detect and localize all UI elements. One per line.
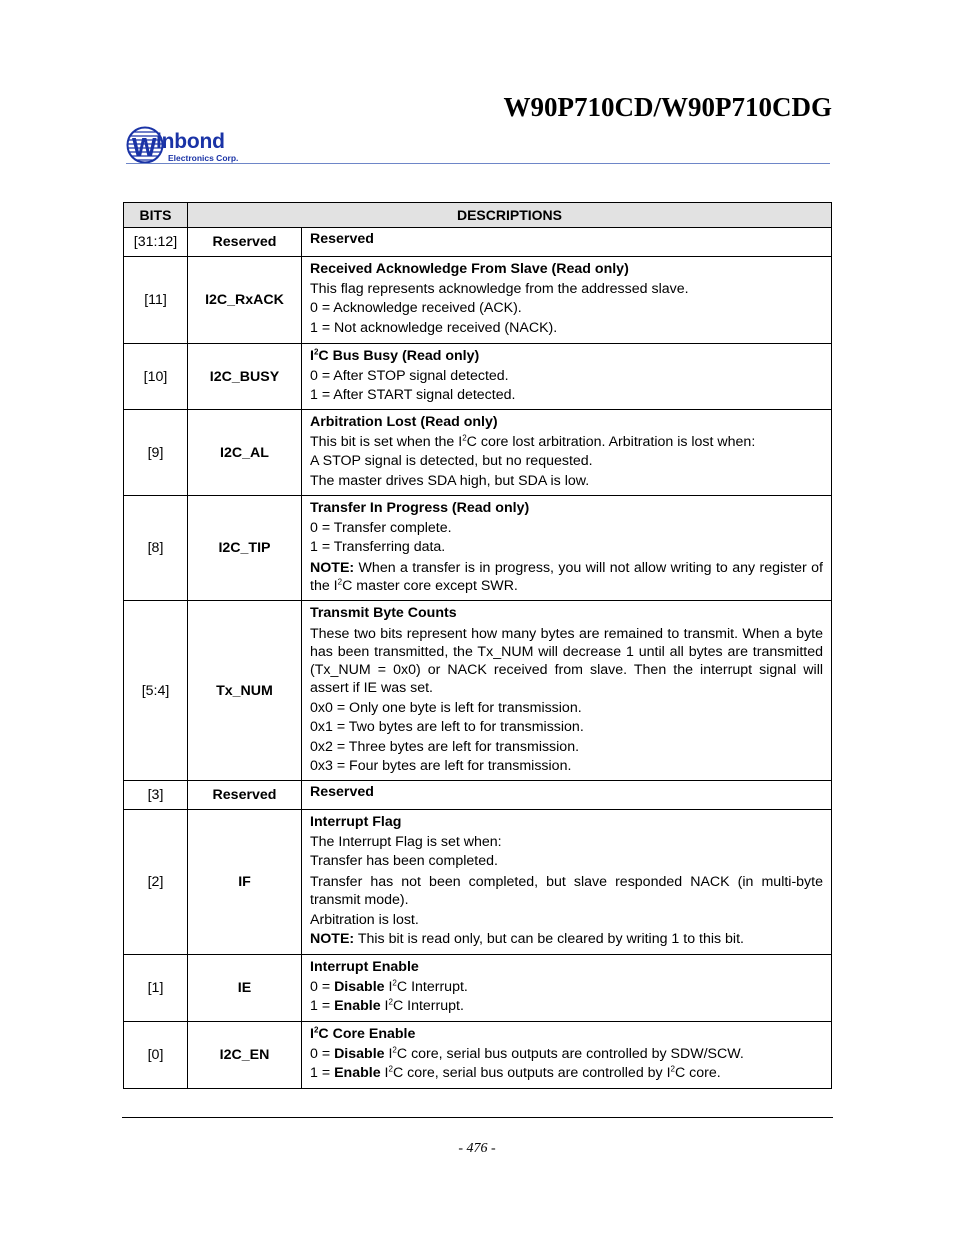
description-line: Transfer has been completed.	[310, 853, 498, 870]
table-row	[124, 1022, 832, 1089]
note-text: C master core except SWR.	[342, 577, 518, 594]
description-title: Interrupt Flag	[310, 814, 402, 830]
note-line	[310, 930, 823, 950]
field-name-cell: I2C_TIP	[188, 496, 302, 601]
line-text: 0 =	[310, 978, 335, 995]
field-name-cell: IE	[188, 955, 302, 1022]
line-text: C Interrupt.	[392, 998, 464, 1015]
superscript: 2	[388, 1064, 393, 1074]
field-name-cell: Tx_NUM	[188, 601, 302, 781]
superscript: 2	[670, 1064, 675, 1074]
superscript: 2	[388, 997, 393, 1007]
table-row	[124, 496, 832, 601]
description-line: 0x2 = Three bytes are left for transmission.	[310, 738, 580, 755]
title-text: I	[310, 348, 314, 364]
description-line	[310, 978, 823, 998]
field-name-cell: I2C_RxACK	[188, 257, 302, 344]
logo-wordmark: inbond	[156, 130, 225, 153]
description-cell	[302, 410, 832, 496]
description-title: Transmit Byte Counts	[310, 605, 457, 621]
logo-subtitle: Electronics Corp.	[168, 153, 239, 163]
description-line: The master drives SDA high, but SDA is low.	[310, 472, 590, 489]
line-emphasis: Disable	[334, 1045, 385, 1062]
field-name-cell: Reserved	[188, 228, 302, 257]
line-text: 1 =	[310, 998, 335, 1015]
line-emphasis: Enable	[334, 1065, 381, 1082]
description-line: 0 = Acknowledge received (ACK).	[310, 300, 522, 317]
line-emphasis: Disable	[334, 978, 385, 995]
description-paragraph: Transfer has not been completed, but slave responded NACK (in multi-byte transmit mode).	[310, 873, 823, 908]
bits-cell: [9]	[124, 410, 188, 496]
description-line: 1 = Not acknowledge received (NACK).	[310, 319, 558, 336]
bits-cell: [1]	[124, 955, 188, 1022]
table-row	[124, 344, 832, 410]
description-title: Received Acknowledge From Slave (Read only)	[310, 261, 629, 277]
line-text: C core, serial bus outputs are controlled by SDW/SCW.	[396, 1045, 744, 1062]
page-number: - 476 -	[458, 1141, 496, 1156]
description-line: 1 = Transferring data.	[310, 539, 446, 556]
note-label: NOTE:	[310, 559, 355, 576]
field-name-cell: IF	[188, 810, 302, 955]
description-title: Transfer In Progress (Read only)	[310, 500, 530, 516]
description-cell	[302, 344, 832, 410]
svg-text:W: W	[132, 132, 157, 162]
winbond-logo	[126, 126, 266, 166]
footer-rule	[122, 1117, 833, 1118]
bits-cell: [3]	[124, 781, 188, 810]
title-text: I	[310, 1026, 314, 1042]
field-name-cell: Reserved	[188, 781, 302, 810]
document-title: W90P710CD/W90P710CDG	[503, 92, 832, 122]
description-title: Arbitration Lost (Read only)	[310, 414, 498, 430]
description-title	[310, 1025, 823, 1045]
superscript: 2	[392, 977, 397, 987]
table-row	[124, 228, 832, 257]
table-row	[124, 601, 832, 781]
register-bits-table	[123, 202, 832, 1089]
table-row	[124, 781, 832, 810]
description-cell	[302, 955, 832, 1022]
note-paragraph	[310, 559, 823, 595]
superscript: 2	[337, 577, 343, 587]
superscript: 2	[313, 1025, 319, 1035]
superscript: 2	[392, 1044, 397, 1054]
bits-cell: [10]	[124, 344, 188, 410]
note-text: When a transfer is in progress, you will not allow writing to any register of the I	[310, 559, 823, 594]
description-cell	[302, 228, 832, 257]
description-line: 0 = Transfer complete.	[310, 519, 452, 536]
description-paragraph: These two bits represent how many bytes are remained to transmit. When a byte has been transmitted, the Tx_NUM will decrease 1 until all bytes are transmitted (Tx_NUM = 0x0) or NACK received from slave. Then the interrupt signal will assert if IE was set.	[310, 625, 823, 696]
field-name-cell: I2C_AL	[188, 410, 302, 496]
field-name-cell: I2C_EN	[188, 1022, 302, 1089]
description-title	[310, 347, 823, 367]
table-header-row	[124, 203, 832, 228]
description-line	[310, 997, 823, 1017]
bits-cell: [31:12]	[124, 228, 188, 257]
line-text: I	[384, 978, 393, 995]
description-title: Reserved	[310, 784, 374, 800]
line-text: This bit is set when the I	[310, 433, 463, 450]
line-text: 1 =	[310, 1065, 335, 1082]
line-text: I	[380, 1065, 389, 1082]
description-line: A STOP signal is detected, but no requested.	[310, 453, 593, 470]
line-text: I	[380, 998, 389, 1015]
description-cell	[302, 601, 832, 781]
table-row	[124, 410, 832, 496]
description-cell	[302, 1022, 832, 1089]
description-line	[310, 1064, 823, 1084]
bits-cell: [0]	[124, 1022, 188, 1089]
description-cell	[302, 781, 832, 810]
bits-cell: [8]	[124, 496, 188, 601]
col-header-descriptions: DESCRIPTIONS	[188, 203, 832, 228]
col-header-bits: BITS	[124, 203, 188, 228]
description-line: 1 = After START signal detected.	[310, 387, 516, 404]
description-title: Reserved	[310, 231, 374, 247]
description-line	[310, 1045, 823, 1065]
superscript: 2	[313, 347, 319, 357]
description-cell	[302, 810, 832, 955]
line-text: 0 =	[310, 1045, 335, 1062]
line-text: C core, serial bus outputs are controlled by I	[392, 1065, 671, 1082]
description-line: The Interrupt Flag is set when:	[310, 833, 502, 850]
line-text: I	[384, 1045, 393, 1062]
table-row	[124, 810, 832, 955]
title-text: C Bus Busy (Read only)	[318, 348, 480, 364]
header-rule	[126, 163, 830, 164]
title-text: C Core Enable	[318, 1026, 416, 1042]
line-text: C Interrupt.	[396, 978, 468, 995]
description-line: 0x3 = Four bytes are left for transmission.	[310, 758, 572, 775]
note-text: This bit is read only, but can be cleared by writing 1 to this bit.	[354, 931, 744, 948]
table-row	[124, 955, 832, 1022]
field-name-cell: I2C_BUSY	[188, 344, 302, 410]
description-line: 0x1 = Two bytes are left to for transmission.	[310, 719, 584, 736]
description-line: Arbitration is lost.	[310, 911, 419, 928]
line-text: C core lost arbitration. Arbitration is lost when:	[466, 433, 756, 450]
line-emphasis: Enable	[334, 998, 381, 1015]
bits-cell: [11]	[124, 257, 188, 344]
description-line: 0x0 = Only one byte is left for transmission.	[310, 699, 582, 716]
description-line: This flag represents acknowledge from the addressed slave.	[310, 280, 689, 297]
description-cell	[302, 257, 832, 344]
line-text: C core.	[674, 1065, 721, 1082]
description-title: Interrupt Enable	[310, 959, 419, 975]
table-row	[124, 257, 832, 344]
bits-cell: [2]	[124, 810, 188, 955]
description-line	[310, 433, 823, 453]
bits-cell: [5:4]	[124, 601, 188, 781]
description-line: 0 = After STOP signal detected.	[310, 367, 509, 384]
note-label: NOTE:	[310, 931, 355, 948]
description-cell	[302, 496, 832, 601]
superscript: 2	[462, 432, 467, 442]
